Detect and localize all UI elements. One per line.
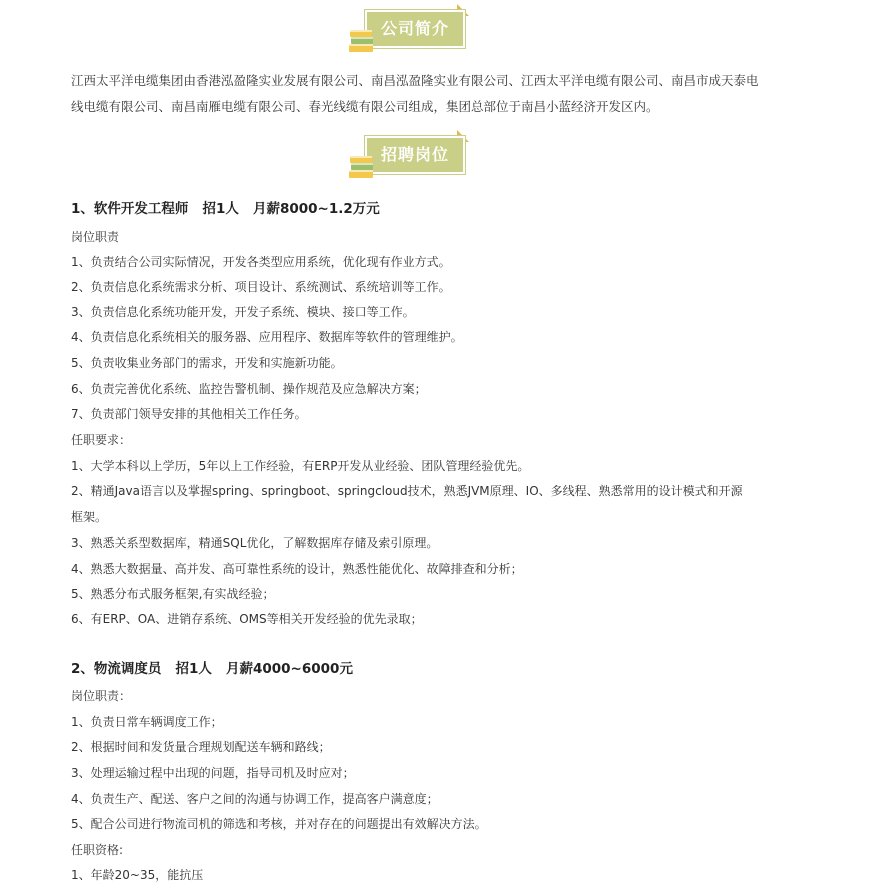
duty-item: 2、负责信息化系统需求分析、项目设计、系统测试、系统培训等工作。 — [71, 280, 451, 294]
duty-item: 5、配合公司进行物流司机的筛选和考核，并对存在的问题提出有效解决方法。 — [71, 817, 487, 831]
duty-item: 1、负责结合公司实际情况，开发各类型应用系统，优化现有作业方式。 — [71, 255, 451, 269]
requirements-heading: 任职资格: — [71, 843, 124, 857]
job-openings-banner-label: 招聘岗位 — [365, 136, 465, 174]
duty-item: 5、负责收集业务部门的需求，开发和实施新功能。 — [71, 356, 343, 370]
duty-item: 4、负责信息化系统相关的服务器、应用程序、数据库等软件的管理维护。 — [71, 330, 463, 344]
requirement-item: 6、有ERP、OA、进销存系统、OMS等相关开发经验的优先录取； — [71, 612, 423, 626]
requirements-heading: 任职要求： — [71, 433, 132, 447]
requirement-item: 3、熟悉关系型数据库，精通SQL优化，了解数据库存储及索引原理。 — [71, 536, 439, 550]
company-intro-banner-label: 公司简介 — [365, 10, 465, 48]
job-title: 1、软件开发工程师 招1人 月薪8000~1.2万元 — [71, 201, 380, 217]
requirement-item: 4、熟悉大数据量、高并发、高可靠性系统的设计，熟悉性能优化、故障排查和分析； — [71, 562, 523, 576]
company-intro-text: 江西太平洋电缆集团由香港泓盈隆实业发展有限公司、南昌泓盈隆实业有限公司、江西太平洋电缆有限公司、南昌市成天泰电线电缆有限公司、南昌南雁电缆有限公司、春光线缆有限公司组成，集团总部位于南昌小蓝经济开发区内。 — [71, 73, 759, 114]
duties-heading: 岗位职责 — [71, 230, 120, 244]
job-title: 2、物流调度员 招1人 月薪4000~6000元 — [71, 661, 353, 677]
duty-item: 3、负责信息化系统功能开发，开发子系统、模块、接口等工作。 — [71, 305, 415, 319]
books-icon — [347, 28, 377, 54]
company-intro-banner — [347, 4, 472, 54]
duty-item: 1、负责日常车辆调度工作； — [71, 715, 223, 729]
requirement-item: 1、大学本科以上学历，5年以上工作经验，有ERP开发从业经验、团队管理经验优先。 — [71, 459, 530, 473]
books-icon — [347, 154, 377, 180]
requirement-item: 5、熟悉分布式服务框架,有实战经验； — [71, 587, 275, 601]
requirement-item: 1、年龄20~35，能抗压 — [71, 868, 204, 882]
duty-item: 7、负责部门领导安排的其他相关工作任务。 — [71, 407, 307, 421]
duties-heading: 岗位职责： — [71, 689, 132, 703]
duty-item: 4、负责生产、配送、客户之间的沟通与协调工作，提高客户满意度； — [71, 792, 439, 806]
requirement-item: 2、精通Java语言以及掌握spring、springboot、springcloud技术，熟悉JVM原理、IO、多线程、熟悉常用的设计模式和开源框架。 — [71, 484, 743, 524]
duty-item: 3、处理运输过程中出现的问题，指导司机及时应对； — [71, 766, 355, 780]
duty-item: 2、根据时间和发货量合理规划配送车辆和路线； — [71, 740, 331, 754]
duty-item: 6、负责完善优化系统、监控告警机制、操作规范及应急解决方案； — [71, 382, 427, 396]
job-openings-banner — [347, 130, 472, 180]
